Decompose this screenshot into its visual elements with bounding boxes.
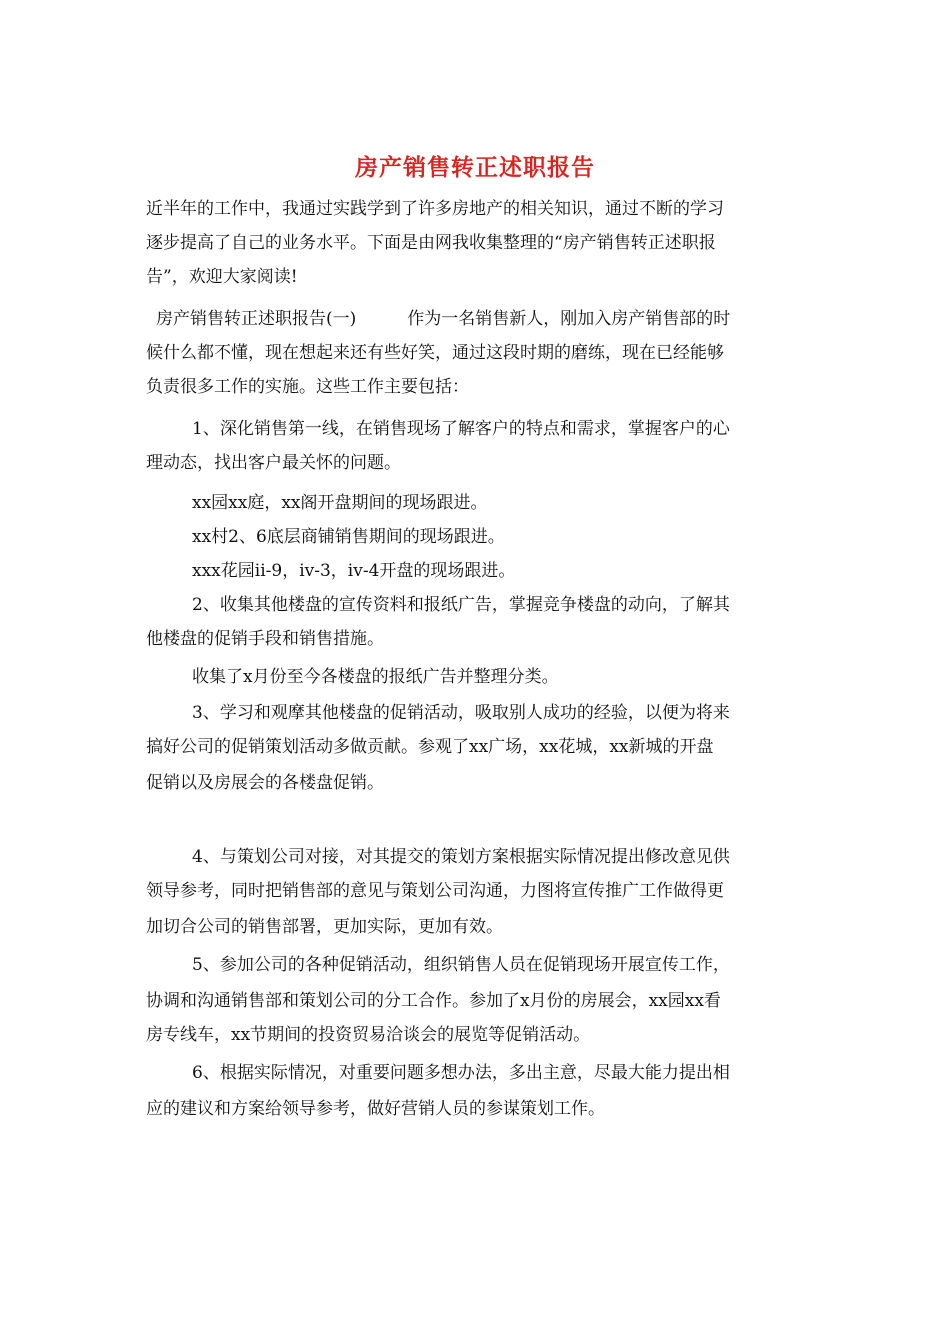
text-line: 应的建议和方案给领导参考，做好营销人员的参谋策划工作。 bbox=[146, 1099, 605, 1119]
text-line: 2、收集其他楼盘的宣传资料和报纸广告，掌握竞争楼盘的动向，了解其 bbox=[192, 595, 730, 615]
text-line: 6、根据实际情况，对重要问题多想办法，多出主意，尽最大能力提出相 bbox=[192, 1063, 730, 1083]
text-line: 近半年的工作中，我通过实践学到了许多房地产的相关知识，通过不断的学习 bbox=[146, 199, 724, 219]
text-line: 候什么都不懂，现在想起来还有些好笑，通过这段时期的磨练，现在已经能够 bbox=[146, 343, 724, 363]
text-line: 理动态，找出客户最关怀的问题。 bbox=[146, 453, 401, 473]
text-line: 协调和沟通销售部和策划公司的分工合作。参加了x月份的房展会，xx园xx看 bbox=[146, 991, 721, 1011]
text-line: 4、与策划公司对接，对其提交的策划方案根据实际情况提出修改意见供 bbox=[192, 847, 730, 867]
text-line: 促销以及房展会的各楼盘促销。 bbox=[146, 773, 384, 793]
text-line: 逐步提高了自己的业务水平。下面是由网我收集整理的“房产销售转正述职报 bbox=[146, 233, 716, 253]
text-line: 3、学习和观摩其他楼盘的促销活动，吸取别人成功的经验，以便为将来 bbox=[192, 703, 730, 723]
section-heading-line: 房产销售转正述职报告(一) 作为一名销售新人，刚加入房产销售部的时 bbox=[156, 309, 731, 329]
text-line: 5、参加公司的各种促销活动，组织销售人员在促销现场开展宣传工作， bbox=[192, 955, 730, 975]
document-title: 房产销售转正述职报告 bbox=[355, 154, 595, 181]
text-line: 他楼盘的促销手段和销售措施。 bbox=[146, 629, 384, 649]
text-line: xxx花园ii-9，iv-3，iv-4开盘的现场跟进。 bbox=[192, 561, 516, 581]
text-line: 房专线车，xx节期间的投资贸易洽谈会的展览等促销活动。 bbox=[146, 1025, 591, 1045]
text-line: xx园xx庭，xx阁开盘期间的现场跟进。 bbox=[192, 493, 488, 513]
text-line: 加切合公司的销售部署，更加实际，更加有效。 bbox=[146, 917, 503, 937]
text-line: 告”，欢迎大家阅读! bbox=[146, 267, 298, 287]
text-line: xx村2、6底层商铺销售期间的现场跟进。 bbox=[192, 527, 505, 547]
text-line: 负责很多工作的实施。这些工作主要包括： bbox=[146, 377, 469, 397]
text-line: 搞好公司的促销策划活动多做贡献。参观了xx广场，xx花城，xx新城的开盘 bbox=[146, 737, 714, 757]
text-line: 1、深化销售第一线，在销售现场了解客户的特点和需求，掌握客户的心 bbox=[192, 419, 730, 439]
text-line: 领导参考，同时把销售部的意见与策划公司沟通，力图将宣传推广工作做得更 bbox=[146, 881, 724, 901]
text-line: 收集了x月份至今各楼盘的报纸广告并整理分类。 bbox=[192, 667, 559, 687]
